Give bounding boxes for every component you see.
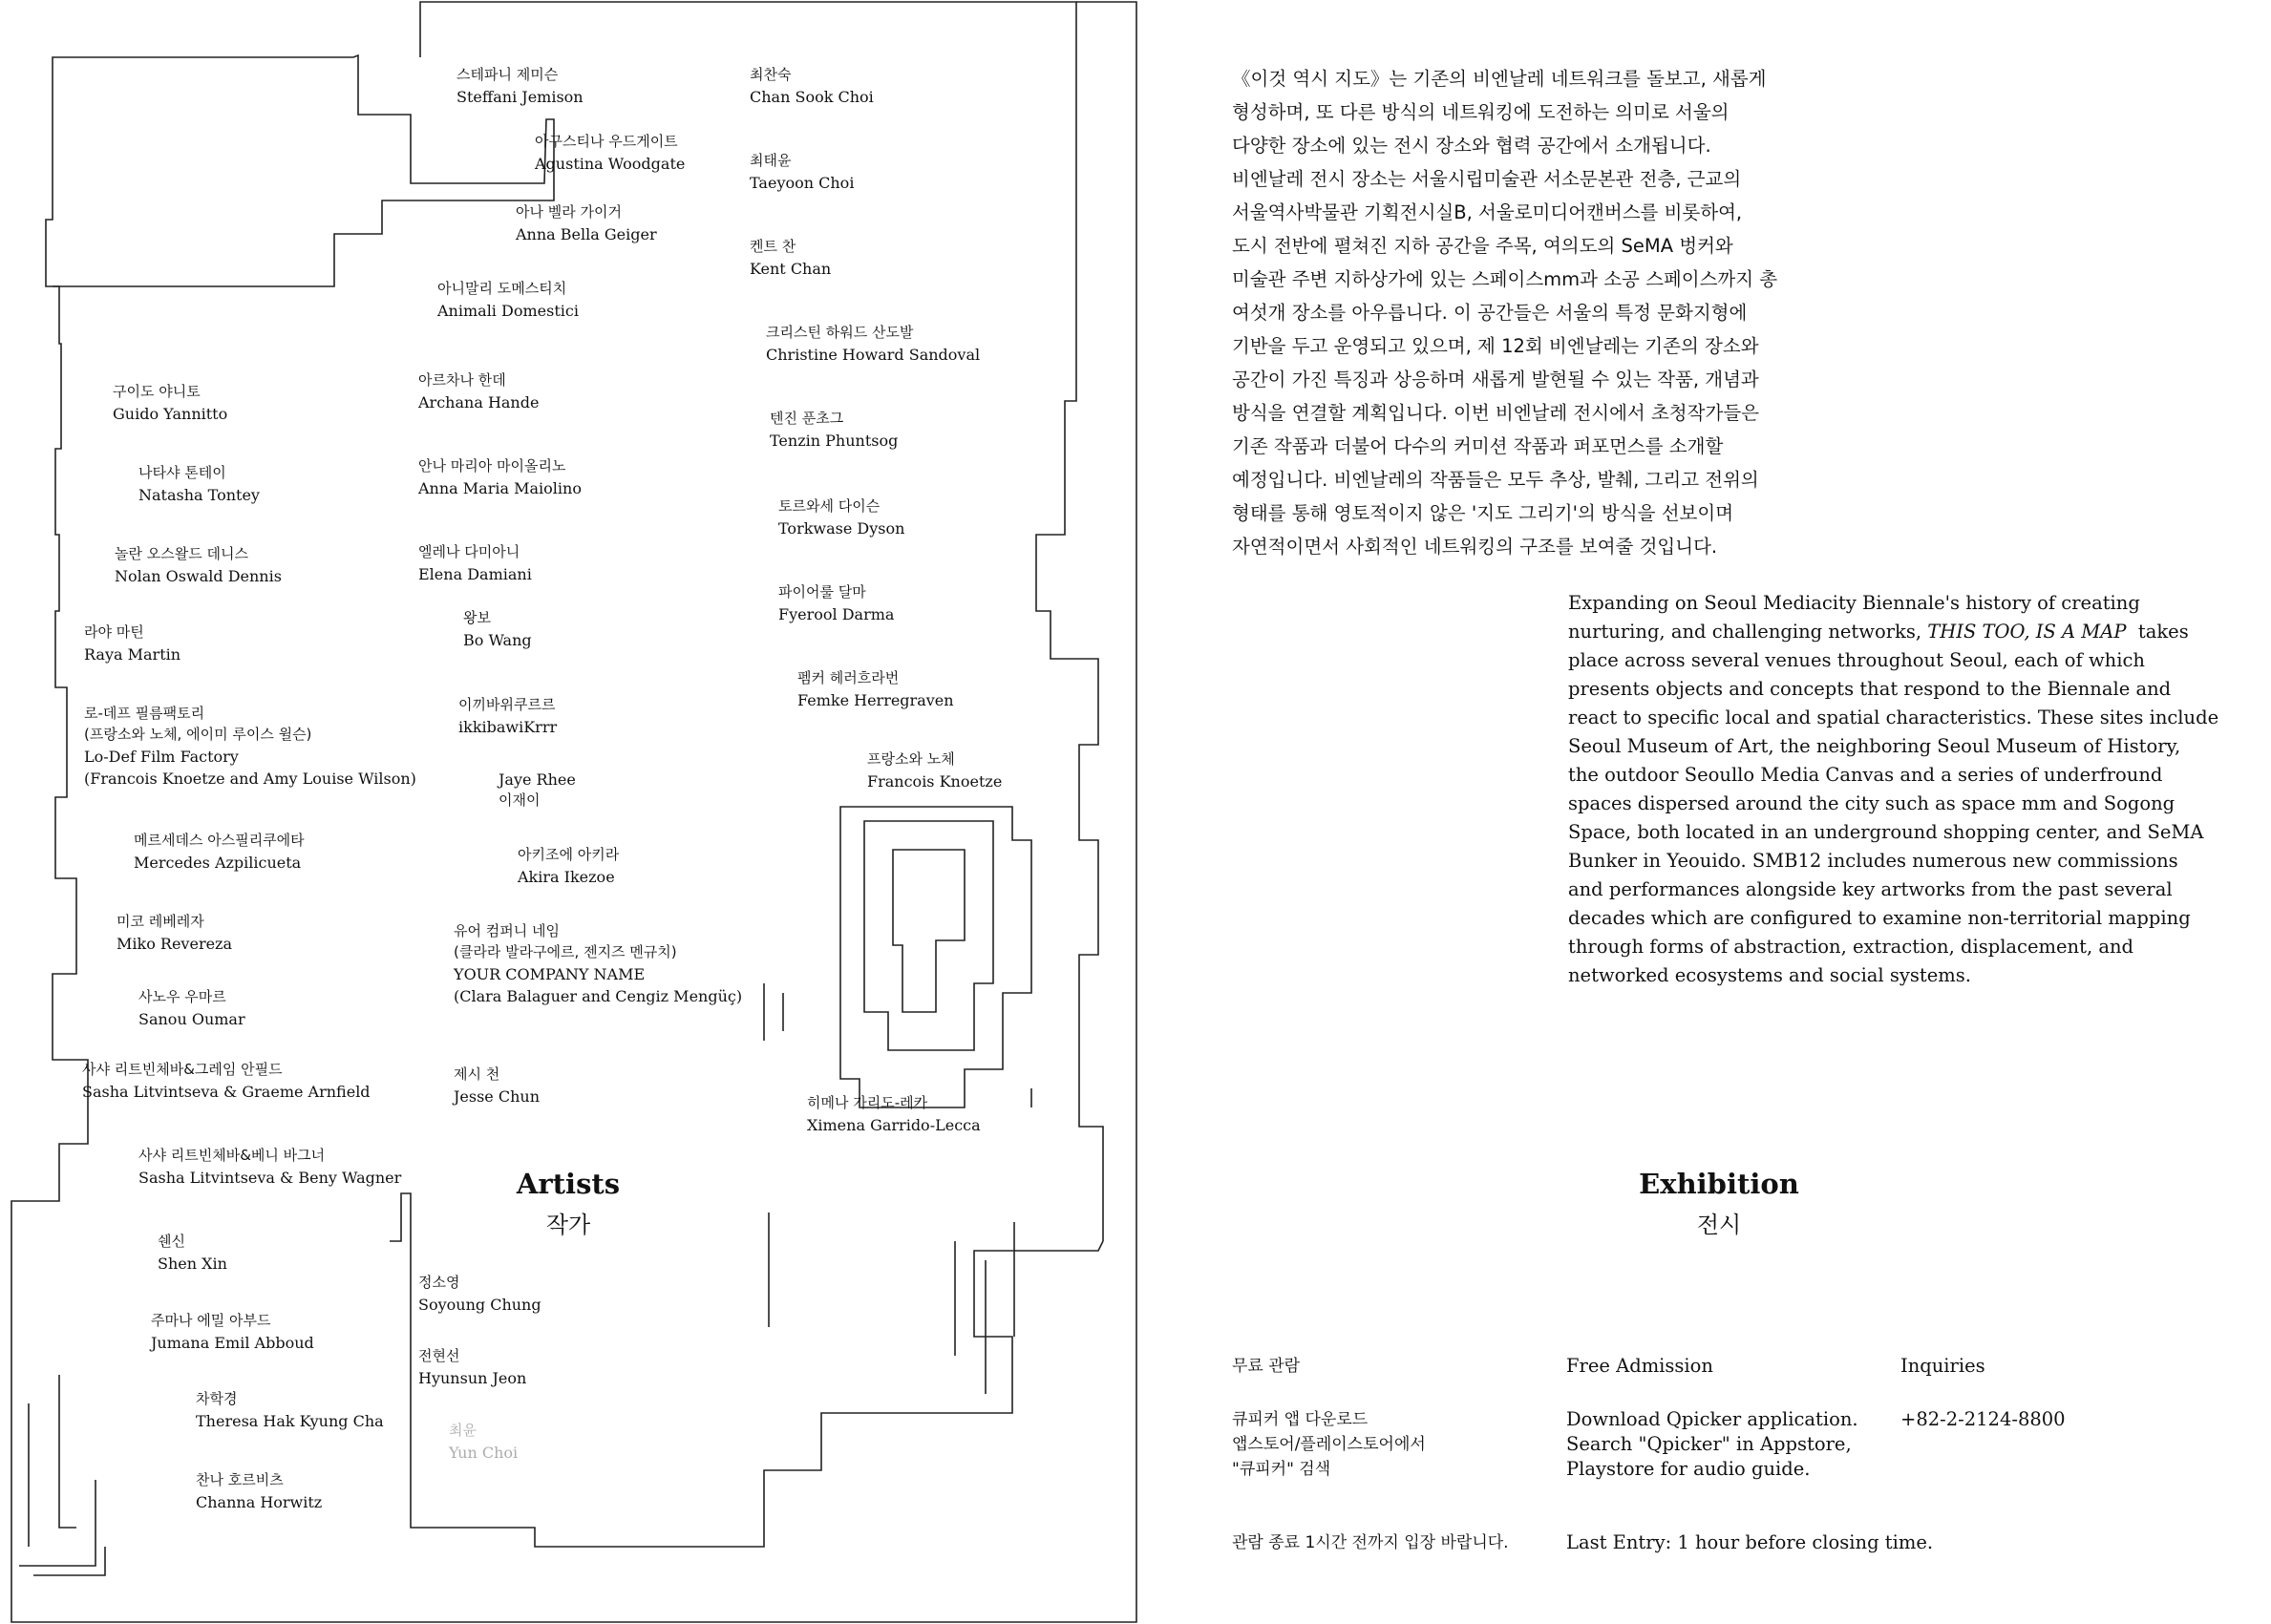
- artist-name-en: Torkwase Dyson: [778, 518, 905, 538]
- artist-name-en: Hyunsun Jeon: [418, 1368, 527, 1387]
- artist-name-ko: 미코 레베레자: [117, 913, 204, 930]
- artist-name-en: Shen Xin: [158, 1254, 227, 1273]
- last-entry-ko: 관람 종료 1시간 전까지 입장 바랍니다.: [1232, 1533, 1509, 1552]
- intro-ko-line: 형성하며, 또 다른 방식의 네트워킹에 도전하는 의미로 서울의: [1232, 101, 1730, 123]
- artist-name-ko: 왕보: [463, 609, 491, 626]
- artist-entry: [516, 202, 657, 245]
- artist-name-ko: 켄트 찬: [750, 238, 796, 255]
- artist-name-en: Anna Maria Maiolino: [418, 478, 582, 497]
- inquiries-label: Inquiries: [1900, 1355, 1985, 1377]
- artist-name-ko: 사노우 우마르: [138, 988, 226, 1005]
- intro-ko-line: 예정입니다. 비엔날레의 작품들은 모두 추상, 발췌, 그리고 전위의: [1232, 469, 1759, 491]
- intro-en-line: decades which are configured to examine non-territorial mapping: [1568, 907, 2191, 929]
- artist-name-ko: 히메나 가리도-레카: [807, 1094, 928, 1111]
- artist-entry: [797, 668, 954, 711]
- artist-name-en: Theresa Hak Kyung Cha: [196, 1411, 384, 1430]
- artist-entry: [84, 704, 416, 790]
- artist-entry: [456, 65, 584, 108]
- intro-ko-line: 형태를 통해 영토적이지 않은 '지도 그리기'의 방식을 선보이며: [1232, 502, 1734, 524]
- artist-name-en: Soyoung Chung: [418, 1295, 541, 1314]
- artist-name-ko: 사샤 리트빈체바&베니 바그너: [138, 1147, 326, 1164]
- intro-korean: [1232, 62, 1891, 563]
- artist-entry: [115, 544, 282, 587]
- artist-entry: [138, 1146, 401, 1189]
- artist-name-en: Steffani Jemison: [456, 87, 584, 106]
- map-block-inner-1: [864, 821, 993, 1050]
- artist-entry: [418, 1273, 541, 1316]
- artist-name-ko: 아르차나 한데: [418, 371, 506, 389]
- artists-title: Artists: [516, 1168, 621, 1200]
- exhibition-title-ko: 전시: [1696, 1212, 1742, 1238]
- artist-name-ko: 안나 마리아 마이올리노: [418, 457, 566, 475]
- artist-name-ko: 프랑소와 노체: [867, 750, 955, 768]
- artist-name-ko: 전현선: [418, 1347, 460, 1364]
- artist-entry: [807, 1093, 981, 1136]
- artist-entry: [151, 1311, 314, 1354]
- intro-en-line: the outdoor Seoullo Media Canvas and a series of underfround: [1568, 764, 2163, 786]
- intro-ko-line: 방식을 연결할 계획입니다. 이번 비엔날레 전시에서 초청작가들은: [1232, 402, 1759, 424]
- artist-name-en: Channa Horwitz: [196, 1492, 323, 1511]
- artist-name-en: Sasha Litvintseva & Beny Wagner: [138, 1168, 402, 1187]
- intro-ko-line: 도시 전반에 펼쳐진 지하 공간을 주목, 여의도의 SeMA 벙커와: [1232, 235, 1733, 257]
- artist-entry: [196, 1470, 322, 1513]
- artist-name-en: Bo Wang: [463, 630, 532, 649]
- artist-name-ko: 로-데프 필름팩토리: [84, 705, 205, 722]
- artist-name-en: Sasha Litvintseva & Graeme Arnfield: [82, 1082, 371, 1101]
- artist-entry: [458, 695, 557, 738]
- intro-en-line: networked ecosystems and social systems.: [1568, 964, 1971, 986]
- artist-name-en: Taeyoon Choi: [750, 173, 855, 192]
- artist-entry: [867, 749, 1002, 792]
- artist-entry: [770, 409, 898, 452]
- exhibition-title-block: [1624, 1168, 1815, 1239]
- intro-en-line: through forms of abstraction, extraction, displacement, and: [1568, 936, 2134, 958]
- intro-ko-line: 자연적이면서 사회적인 네트워킹의 구조를 보여줄 것입니다.: [1232, 536, 1718, 558]
- exhibition-title: Exhibition: [1639, 1168, 1799, 1200]
- artist-name-ko: 스테파니 제미슨: [456, 66, 559, 83]
- artist-name-ko: 주마나 에밀 아부드: [151, 1312, 271, 1329]
- artist-name-ko: 토르와세 다이슨: [778, 497, 881, 515]
- artist-entry: [134, 831, 305, 874]
- artist-name-ko: 크리스틴 하워드 산도발: [766, 324, 914, 341]
- artist-name-ko: 놀란 오스왈드 데니스: [115, 545, 248, 562]
- artist-name-ko: 메르세데스 아스필리쿠에타: [134, 832, 305, 849]
- artists-title-ko: 작가: [545, 1212, 591, 1238]
- artist-entry: [418, 370, 539, 413]
- artist-name-en: (Francois Knoetze and Amy Louise Wilson): [84, 769, 416, 788]
- artist-entry: [138, 987, 245, 1030]
- artist-entry: [499, 769, 576, 812]
- intro-english: [1568, 589, 2227, 990]
- artist-entry: [778, 582, 894, 625]
- artist-entry: [82, 1060, 371, 1103]
- artist-name-ko: 최태윤: [750, 152, 792, 169]
- artist-name-en: Lo-Def Film Factory: [84, 747, 239, 766]
- artist-name-ko: 아키조에 아키라: [518, 846, 620, 863]
- artist-entry: [518, 845, 619, 888]
- app-download-ko: 큐피커 앱 다운로드 앱스토어/플레이스토어에서 "큐피커" 검색: [1232, 1410, 1426, 1479]
- free-admission-ko: 무료 관람: [1232, 1357, 1301, 1376]
- intro-ko-line: 비엔날레 전시 장소는 서울시립미술관 서소문본관 전층, 근교의: [1232, 168, 1742, 190]
- artist-name-en: Tenzin Phuntsog: [770, 431, 899, 450]
- artist-name-en: Jaye Rhee: [499, 770, 576, 789]
- artist-name-ko: 이재이: [499, 791, 541, 810]
- artist-name-en: Archana Hande: [418, 392, 540, 411]
- exhibition-title-italic: THIS TOO, IS A MAP: [1927, 621, 2127, 643]
- artist-name-ko: (클라라 발라구에르, 젠지즈 멘규치): [454, 942, 677, 960]
- artist-name-en: Francois Knoetze: [867, 771, 1003, 791]
- artist-name-ko: 구이도 야니토: [113, 383, 201, 400]
- artist-name-en: ikkibawiKrrr: [458, 717, 558, 736]
- artist-entry: [535, 132, 685, 175]
- artist-entry: [117, 912, 232, 955]
- artist-entry: [750, 65, 874, 108]
- artist-name-en: Jesse Chun: [454, 1086, 541, 1106]
- artist-name-en: Anna Bella Geiger: [516, 224, 657, 243]
- app-download-en: Download Qpicker application. Search "Qpicker" in Appstore, Playstore for audio guide.: [1566, 1408, 1858, 1480]
- artist-entry: [138, 463, 260, 506]
- intro-ko-line: 다양한 장소에 있는 전시 장소와 협력 공간에서 소개됩니다.: [1232, 135, 1711, 157]
- artist-name-en: Miko Revereza: [117, 934, 233, 953]
- artist-name-en: Nolan Oswald Dennis: [115, 566, 282, 585]
- artist-name-en: Natasha Tontey: [138, 485, 260, 504]
- artist-name-ko: 라야 마틴: [84, 623, 144, 641]
- artist-name-ko: 정소영: [418, 1274, 460, 1291]
- intro-en-line: Seoul Museum of Art, the neighboring Seoul Museum of History,: [1568, 735, 2181, 757]
- intro-en-line-1: Expanding on Seoul Mediacity Biennale's history of creating: [1568, 592, 2140, 614]
- intro-ko-line: 서울역사박물관 기획전시실B, 서울로미디어캔버스를 비롯하여,: [1232, 201, 1743, 223]
- artist-entry: [196, 1389, 384, 1432]
- artist-name-en: Kent Chan: [750, 259, 832, 278]
- artist-entry: [158, 1232, 227, 1275]
- artist-name-en: Raya Martin: [84, 644, 181, 664]
- intro-en-line: spaces dispersed around the city such as space mm and Sogong: [1568, 792, 2175, 814]
- artist-name-en: Chan Sook Choi: [750, 87, 874, 106]
- intro-ko-line: 미술관 주변 지하상가에 있는 스페이스mm과 소공 스페이스까지 총: [1232, 268, 1778, 290]
- artist-name-ko: 사샤 리트빈체바&그레임 안필드: [82, 1061, 283, 1078]
- intro-en-line: presents objects and concepts that respond to the Biennale and: [1568, 678, 2172, 700]
- artist-entry: [454, 1065, 540, 1107]
- map-lines-misc-1: [769, 1213, 1014, 1394]
- artists-title-block: [497, 1168, 640, 1239]
- artist-name-ko: 엘레나 다미아니: [418, 543, 520, 560]
- intro-ko-line: 기반을 두고 운영되고 있으며, 제 12회 비엔날레는 기존의 장소와: [1232, 335, 1759, 357]
- artist-name-ko: 쉔신: [158, 1233, 185, 1250]
- intro-ko-line: 여섯개 장소를 아우릅니다. 이 공간들은 서울의 특정 문화지형에: [1232, 302, 1748, 324]
- artist-entry: [113, 382, 227, 425]
- artist-name-ko: 제시 천: [454, 1065, 500, 1083]
- map-lines-misc-3: [764, 983, 1031, 1107]
- artist-name-ko: 이끼바위쿠르르: [458, 696, 556, 713]
- map-lines-misc-2: [19, 1375, 105, 1575]
- artist-name-en: (Clara Balaguer and Cengiz Mengüç): [454, 986, 743, 1005]
- artist-entry: [778, 496, 904, 539]
- intro-en-line: and performances alongside key artworks from the past several: [1568, 878, 2173, 900]
- artist-entry: [463, 608, 532, 651]
- artist-entry: [449, 1421, 518, 1464]
- artist-entry: [454, 921, 742, 1007]
- intro-en-line: place across several venues throughout Seoul, each of which: [1568, 649, 2145, 671]
- artist-name-en: Sanou Oumar: [138, 1009, 245, 1028]
- artist-name-ko: 유어 컴퍼니 네임: [454, 922, 560, 939]
- artist-name-ko: (프랑소와 노체, 에이미 루이스 윌슨): [84, 725, 312, 743]
- artist-name-en: Femke Herregraven: [797, 690, 954, 709]
- artist-name-ko: 펨커 헤러흐라번: [797, 669, 900, 686]
- artist-name-ko: 나타샤 톤테이: [138, 464, 226, 481]
- phone-number[interactable]: +82-2-2124-8800: [1900, 1408, 2066, 1430]
- artist-name-ko: 찬나 호르비츠: [196, 1471, 284, 1488]
- artist-entry: [84, 622, 180, 665]
- artist-name-en: Jumana Emil Abboud: [151, 1333, 314, 1352]
- artist-entry: [418, 542, 532, 585]
- artist-entry: [766, 323, 980, 366]
- artist-name-en: Mercedes Azpilicueta: [134, 853, 302, 872]
- artist-name-ko: 아니말리 도메스티치: [437, 280, 567, 297]
- artist-name-en: Elena Damiani: [418, 564, 532, 583]
- artist-name-en: Agustina Woodgate: [535, 154, 686, 173]
- artist-name-en: Akira Ikezoe: [518, 867, 615, 886]
- artist-name-ko: 최찬숙: [750, 66, 792, 83]
- artist-entry: [418, 456, 582, 499]
- artist-name-ko: 아구스티나 우드게이트: [535, 133, 678, 150]
- intro-ko-line: 공간이 가진 특징과 상응하며 새롭게 발현될 수 있는 작품, 개념과: [1232, 369, 1759, 390]
- artist-name-en: Guido Yannitto: [113, 404, 228, 423]
- intro-ko-line: 《이것 역시 지도》는 기존의 비엔날레 네트워크를 돌보고, 새롭게: [1232, 68, 1767, 90]
- artist-entry: [418, 1346, 526, 1389]
- last-entry-en: Last Entry: 1 hour before closing time.: [1566, 1531, 1934, 1553]
- intro-en-line-2: nurturing, and challenging networks, THIS TOO, IS A MAP takes: [1568, 621, 2189, 643]
- intro-ko-line: 기존 작품과 더불어 다수의 커미션 작품과 퍼포먼스를 소개할: [1232, 435, 1724, 457]
- artist-name-ko: 텐진 푼초그: [770, 410, 844, 427]
- artist-name-ko: 파이어룰 달마: [778, 583, 866, 601]
- artist-entry: [437, 279, 579, 322]
- artist-name-ko: 차학경: [196, 1390, 238, 1407]
- intro-en-line: Bunker in Yeouido. SMB12 includes numerous new commissions: [1568, 850, 2178, 872]
- map-block-inner-2: [893, 850, 965, 1012]
- intro-en-line: Space, both located in an underground shopping center, and SeMA: [1568, 821, 2204, 843]
- artist-name-en: YOUR COMPANY NAME: [454, 964, 646, 983]
- intro-en-line: react to specific local and spatial characteristics. These sites include: [1568, 707, 2219, 728]
- artist-name-ko: 최윤: [449, 1422, 477, 1439]
- artist-entry: [750, 151, 854, 194]
- artist-name-en: Animali Domestici: [437, 301, 579, 320]
- artist-name-en: Christine Howard Sandoval: [766, 345, 981, 364]
- artist-name-ko: 아나 벨라 가이거: [516, 203, 622, 221]
- artist-name-en: Ximena Garrido-Lecca: [807, 1115, 981, 1134]
- artist-name-en: Yun Choi: [449, 1443, 519, 1462]
- free-admission-en: Free Admission: [1566, 1355, 1713, 1377]
- artist-entry: [750, 237, 831, 280]
- artist-name-en: Fyerool Darma: [778, 604, 895, 623]
